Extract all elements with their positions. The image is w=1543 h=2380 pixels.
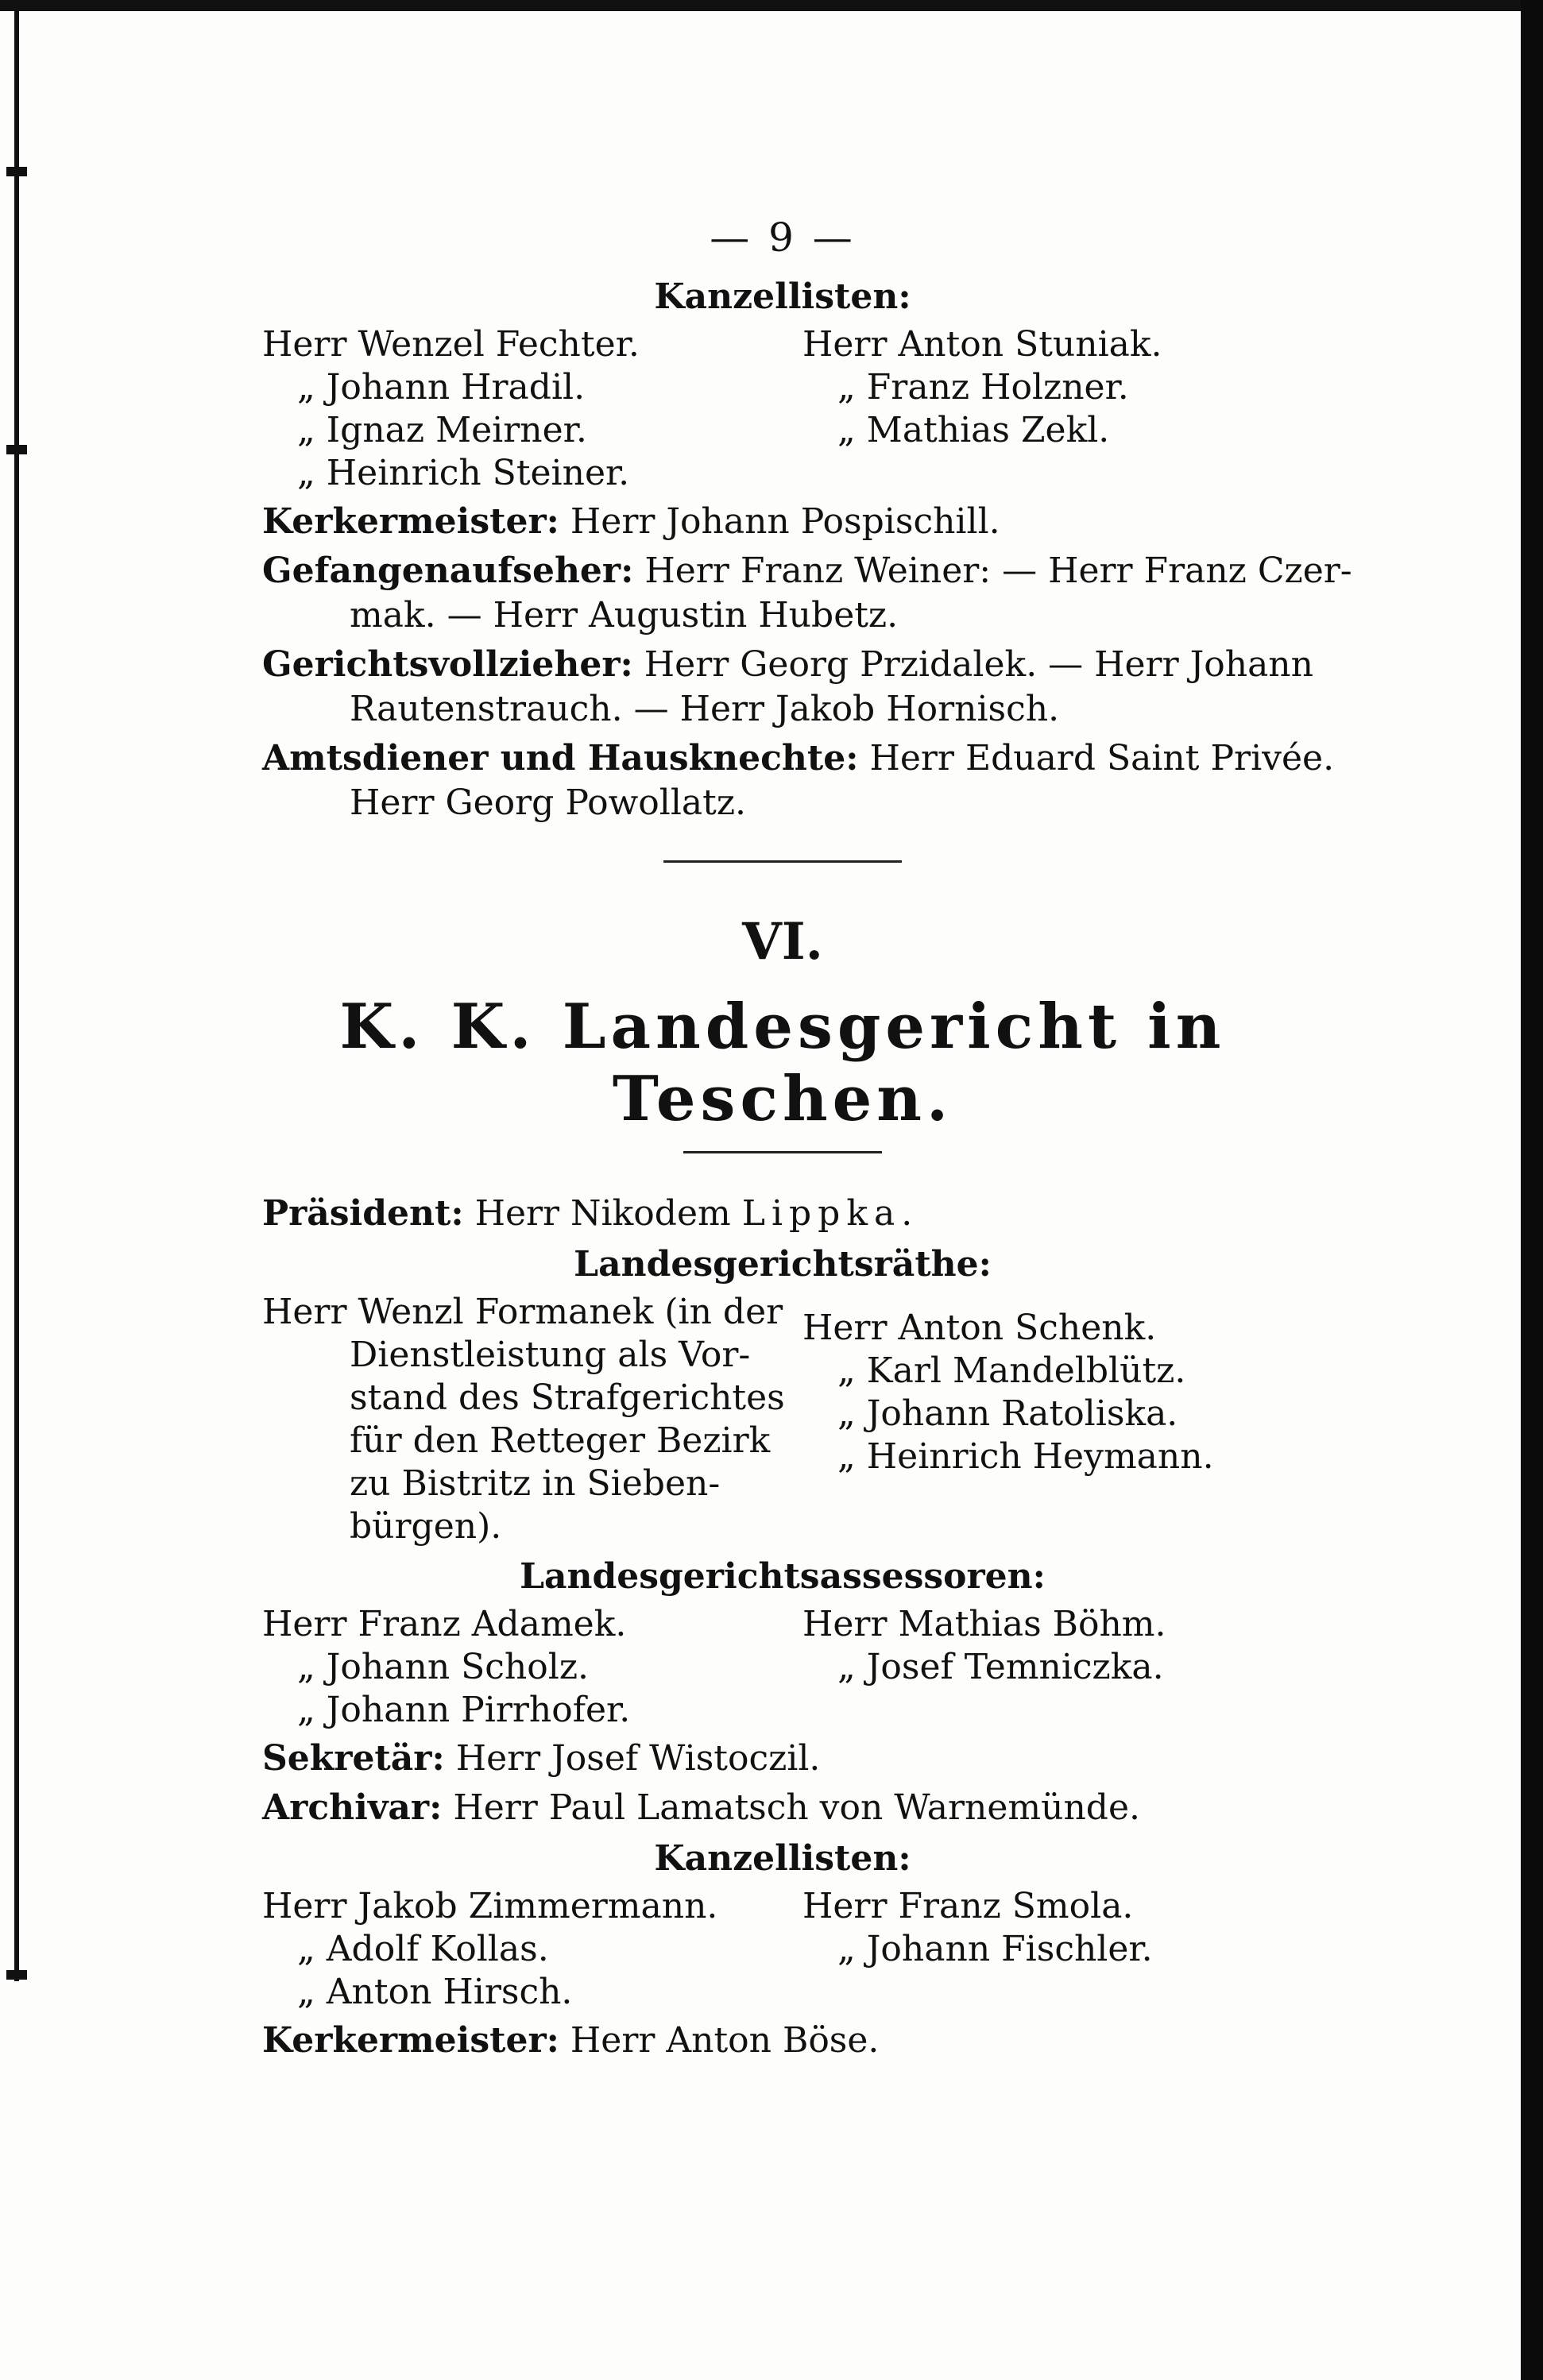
list-item: Herr Anton Schenk. [802, 1308, 1157, 1348]
list-item: „ Heinrich Heymann. [837, 1436, 1214, 1477]
entry-text: Herr Georg Powollatz. [350, 782, 747, 823]
divider [683, 1151, 882, 1153]
entry-label: Gefangenaufseher: [262, 551, 634, 591]
binding-mark [6, 1970, 27, 1980]
entry-text: Herr Paul Lamatsch von Warnemünde. [453, 1787, 1140, 1828]
list-item: „ Anton Hirsch. [297, 1972, 573, 2012]
entry-text: Herr Anton Böse. [570, 2020, 880, 2061]
page-content [262, 214, 1352, 2063]
list-item: „ Mathias Zekl. [837, 410, 1110, 450]
entry-text: Herr Johann Pospischill. [570, 501, 1000, 542]
sekretaer-entry [262, 1737, 1303, 1781]
entry-text: Herr Franz Weiner: — Herr Franz Czer- [644, 551, 1352, 591]
kerkermeister-entry [262, 2019, 1303, 2063]
list-item: „ Franz Holzner. [837, 367, 1129, 408]
amtsdiener-entry [262, 736, 1335, 825]
entry-label: Archivar: [262, 1787, 443, 1828]
gerichtsvollzieher-entry [262, 643, 1313, 732]
list-item: Herr Franz Smola. [802, 1886, 1134, 1926]
entry-text: Herr Josef Wistoczil. [455, 1738, 821, 1779]
section-heading-kanzellisten: Kanzellisten: [654, 276, 911, 317]
list-item: zu Bistritz in Sieben- [350, 1463, 721, 1504]
kanzellisten-list [262, 1885, 1303, 2014]
list-item: Herr Wenzl Formanek (in der [262, 1292, 783, 1332]
list-item: Herr Jakob Zimmermann. [262, 1886, 718, 1926]
divider [663, 860, 902, 863]
entry-label: Gerichtsvollzieher: [262, 644, 633, 685]
section-heading-landesgerichtsraethe: Landesgerichtsräthe: [574, 1244, 992, 1285]
entry-label: Kerkermeister: [262, 501, 559, 542]
list-item: „ Johann Fischler. [837, 1929, 1153, 1969]
list-item: „ Johann Hradil. [297, 367, 586, 408]
entry-label: Präsident: [262, 1193, 464, 1234]
assessoren-list [262, 1603, 1303, 1732]
list-item: „ Ignaz Meirner. [297, 410, 587, 450]
praesident-entry [262, 1192, 1303, 1236]
list-item: Dienstleistung als Vor- [350, 1335, 751, 1375]
list-item: „ Adolf Kollas. [297, 1929, 549, 1969]
binding-mark [6, 445, 27, 454]
list-item: „ Josef Temniczka. [837, 1647, 1164, 1687]
list-item: „ Johann Pirrhofer. [297, 1690, 631, 1730]
entry-label: Amtsdiener und Hausknechte: [262, 738, 859, 779]
court-title: K. K. Landesgericht in Teschen. [339, 991, 1226, 1135]
scan-edge-left [14, 11, 19, 1981]
entry-text: Herr Eduard Saint Privée. [869, 738, 1335, 779]
list-item: Herr Mathias Böhm. [802, 1604, 1166, 1644]
page-number: — 9 — [710, 214, 856, 261]
list-item: Herr Anton Stuniak. [802, 324, 1162, 365]
section-number: VI. [742, 912, 823, 972]
list-item: „ Johann Ratoliska. [837, 1393, 1178, 1434]
list-item: Herr Wenzel Fechter. [262, 324, 640, 365]
list-item: bürgen). [350, 1506, 502, 1547]
president-name: Lippka. [741, 1193, 919, 1234]
kerkermeister-entry [262, 500, 1303, 544]
list-item: „ Karl Mandelblütz. [837, 1350, 1186, 1391]
entry-text: Herr Nikodem [474, 1193, 731, 1234]
list-item: „ Johann Scholz. [297, 1647, 589, 1687]
landesgerichtsraethe-list [262, 1291, 1303, 1548]
scan-edge-right [1521, 0, 1543, 2380]
list-item: „ Heinrich Steiner. [297, 453, 630, 493]
binding-mark [6, 167, 27, 176]
entry-text: mak. — Herr Augustin Hubetz. [350, 595, 899, 636]
gefangenaufseher-entry [262, 549, 1352, 638]
entry-label: Sekretär: [262, 1738, 445, 1779]
section-heading-assessoren: Landesgerichtsassessoren: [520, 1556, 1046, 1597]
kanzellisten-list [262, 323, 1303, 495]
entry-text: Rautenstrauch. — Herr Jakob Hornisch. [350, 689, 1060, 729]
entry-label: Kerkermeister: [262, 2020, 559, 2061]
list-item: stand des Strafgerichtes [350, 1377, 785, 1418]
section-heading-kanzellisten: Kanzellisten: [654, 1838, 911, 1879]
archivar-entry [262, 1786, 1303, 1830]
list-item: Herr Franz Adamek. [262, 1604, 627, 1644]
scan-edge-top [0, 0, 1543, 11]
list-item: für den Retteger Bezirk [350, 1420, 771, 1461]
entry-text: Herr Georg Przidalek. — Herr Johann [644, 644, 1313, 685]
